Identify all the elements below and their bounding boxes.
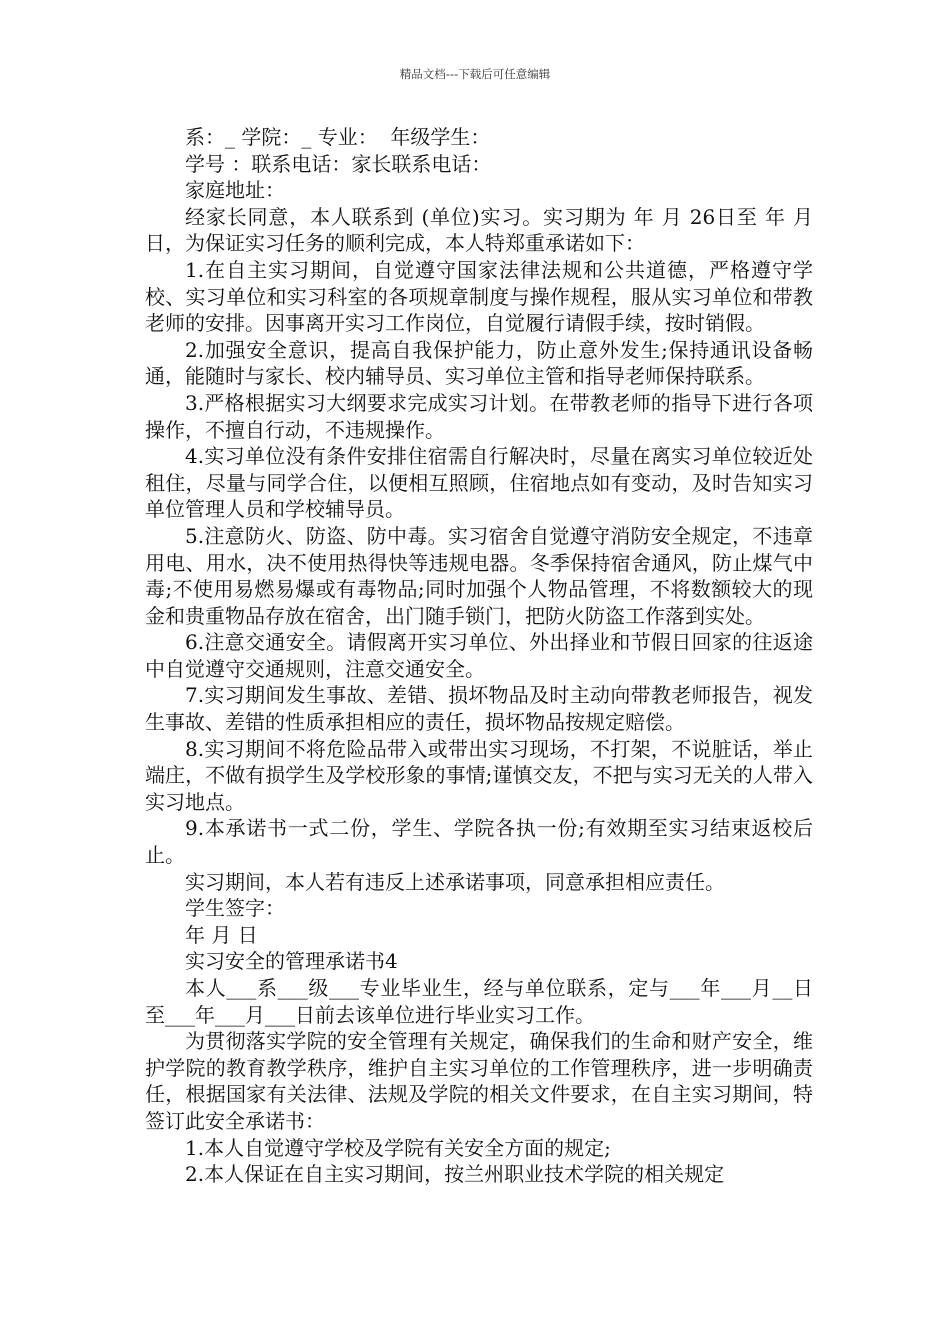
paragraph-section4-item-1: 1.本人自觉遵守学校及学院有关安全方面的规定; [185,1135,611,1160]
document-body [145,124,813,1188]
info-line-student-id: 学号 ：联系电话：家长联系电话： [185,151,492,176]
paragraph-item-3: 3.严格根据实习大纲要求完成实习计划。在带教老师的指导下进行各项操作，不擅自行动，不违规操作。 [145,390,813,442]
section-title: 实习安全的管理承诺书4 [185,949,398,974]
paragraph-item-1: 1.在自主实习期间，自觉遵守国家法律法规和公共道德，严格遵守学校、实习单位和实习科室的各项规章制度与操作规程，服从实习单位和带教老师的安排。因事离开实习工作岗位，自觉履行请假手续，按时销假。 [145,257,813,336]
paragraph-section4-purpose: 为贯彻落实学院的安全管理有关规定，确保我们的生命和财产安全，维护学院的教育教学秩序，维护自主实习单位的工作管理秩序，进一步明确责任，根据国家有关法律、法规及学院的相关文件要求，在自主实习期间，特签订此安全承诺书： [145,1029,813,1133]
paragraph-item-9: 9.本承诺书一式二份，学生、学院各执一份;有效期至实习结束返校后止。 [145,816,813,868]
signature-line: 学生签字： [185,896,285,921]
page-header: 精品文档---下载后可任意编辑 [399,67,551,81]
paragraph-item-6: 6.注意交通安全。请假离开实习单位、外出择业和节假日回家的往返途中自觉遵守交通规则，注意交通安全。 [145,630,813,681]
info-line-address: 家庭地址： [185,178,285,203]
paragraph-section4-intro: 本人___系___级___专业毕业生，经与单位联系，定与___年___月__日至___年___月___日前去该单位进行毕业实习工作。 [145,976,813,1027]
paragraph-item-7: 7.实习期间发生事故、差错、损坏物品及时主动向带教老师报告，视发生事故、差错的性质承担相应的责任，损坏物品按规定赔偿。 [145,683,813,735]
date-line: 年 月 日 [185,922,258,947]
paragraph-intro: 经家长同意，本人联系到 (单位)实习。实习期为 年 月 26日至 年 月 日，为保证实习任务的顺利完成，本人特郑重承诺如下： [145,204,813,256]
paragraph-item-4: 4.实习单位没有条件安排住宿需自行解决时，尽量在离实习单位较近处租住，尽量与同学合住，以便相互照顾，住宿地点如有变动，及时告知实习单位管理人员和学校辅导员。 [145,444,813,522]
info-line-department: 系：_ 学院：_ 专业： 年级学生： [185,125,491,149]
paragraph-closing: 实习期间，本人若有违反上述承诺事项，同意承担相应责任。 [185,869,725,894]
paragraph-item-5: 5.注意防火、防盗、防中毒。实习宿舍自觉遵守消防安全规定，不违章用电、用水，决不使用热得快等违规电器。冬季保持宿舍通风，防止煤气中毒;不使用易燃易爆或有毒物品;同时加强个人物品管理，不将数额较大的现金和贵重物品存放在宿舍，出门随手锁门，把防火防盗工作落到实处。 [145,523,813,628]
paragraph-item-2: 2.加强安全意识，提高自我保护能力，防止意外发生;保持通讯设备畅通，能随时与家长、校内辅导员、实习单位主管和指导老师保持联系。 [145,337,813,389]
paragraph-section4-item-2: 2.本人保证在自主实习期间，按兰州职业技术学院的相关规定 [185,1162,725,1187]
paragraph-item-8: 8.实习期间不将危险品带入或带出实习现场，不打架，不说脏话，举止端庄，不做有损学生及学校形象的事情;谨慎交友，不把与实习无关的人带入实习地点。 [145,736,813,814]
